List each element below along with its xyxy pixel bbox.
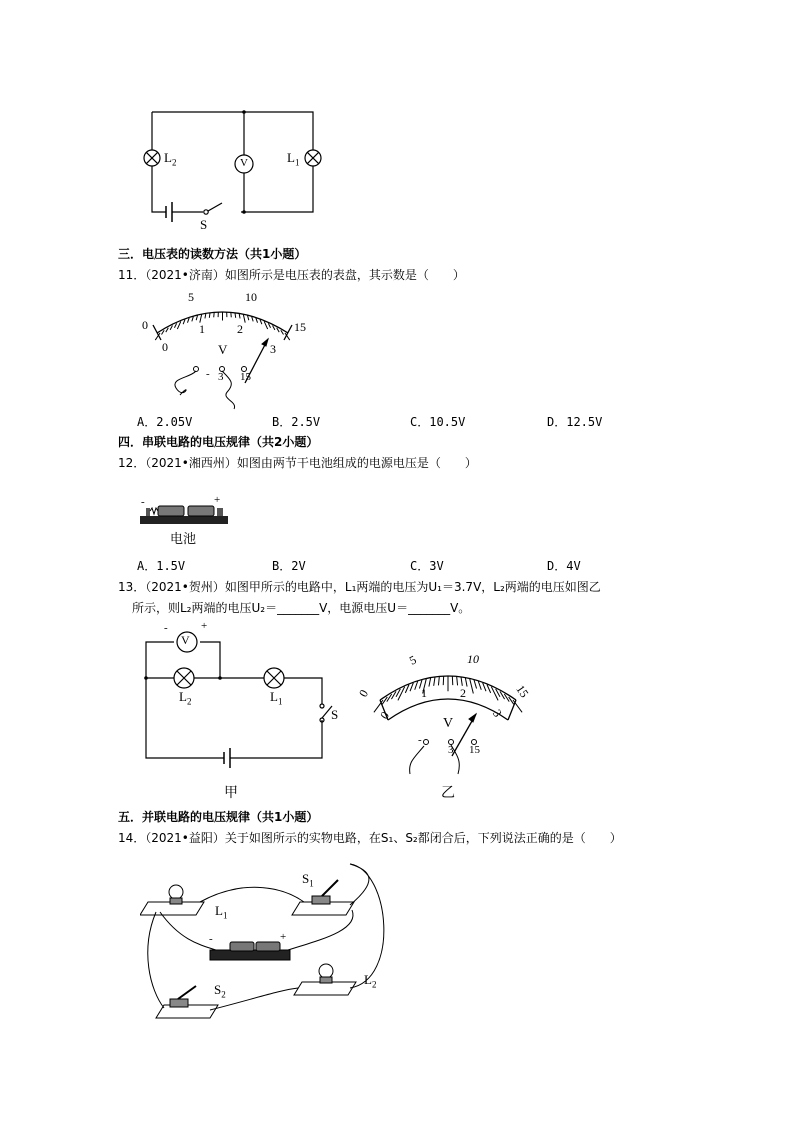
- battery-minus: -: [141, 496, 145, 508]
- q11-option-a[interactable]: A．2.05V: [137, 415, 193, 429]
- dial2-top-5: 5: [407, 652, 419, 668]
- dial-tick: [196, 315, 197, 320]
- dial-tick: [483, 683, 486, 691]
- dial1-v-label: V: [218, 342, 228, 357]
- figure-b-caption: 乙: [441, 785, 455, 801]
- q13-lamp-l1-label: $L_1$: [270, 689, 283, 707]
- dial-tick: [415, 681, 418, 690]
- section-3-title: 三．电压表的读数方法（共1小题）: [118, 247, 307, 261]
- dial1-bottom-3: 3: [270, 342, 276, 356]
- q13-voltmeter-plus: +: [201, 620, 208, 632]
- q12-option-a[interactable]: A．1.5V: [137, 559, 186, 573]
- switch-label: S: [200, 217, 208, 232]
- dial-tick: [183, 320, 185, 325]
- dial-tick: [281, 330, 284, 334]
- dial-tick: [248, 315, 249, 320]
- physical-circuit-q14: [140, 860, 400, 1025]
- dial-tick: [243, 314, 245, 322]
- section-4-title: 四．串联电路的电压规律（共2小题）: [118, 435, 319, 449]
- dial2-term-15: 15: [469, 744, 480, 756]
- dial-tick: [205, 313, 206, 318]
- dial-tick: [410, 683, 413, 691]
- dial-tick: [166, 328, 169, 332]
- dial2-top-10: 10: [467, 652, 479, 666]
- q13-voltmeter-minus: -: [164, 622, 168, 634]
- figure-a-caption: 甲: [224, 785, 238, 801]
- dial1-top-10: 10: [245, 290, 257, 304]
- dial-tick: [273, 325, 275, 329]
- dial-tick: [268, 323, 270, 327]
- voltmeter-label: V: [240, 157, 248, 169]
- lamp-l1-label: $L_1$: [287, 150, 300, 168]
- q14-battery-minus: -: [209, 933, 213, 945]
- dial1-term-3: 3: [218, 371, 224, 383]
- dial-tick: [260, 320, 262, 325]
- q13-switch-label: S: [331, 707, 339, 722]
- dial-tick: [252, 317, 253, 322]
- section-5-title: 五．并联电路的电压规律（共1小题）: [118, 810, 319, 824]
- q11-option-b[interactable]: B．2.5V: [272, 415, 321, 429]
- dial2-v-label: V: [443, 716, 454, 731]
- dial-tick: [461, 677, 462, 686]
- q14-s1-label: $S_1$: [302, 871, 314, 889]
- q11-option-c[interactable]: C．10.5V: [410, 415, 466, 429]
- dial-tick: [187, 318, 189, 323]
- dial2-term-minus: -: [418, 734, 422, 746]
- question-12-stem: 12．（2021•湘西州）如图由两节干电池组成的电源电压是（ ）: [118, 456, 477, 470]
- dial-tick: [192, 317, 193, 322]
- dial1-bottom-0: 0: [162, 340, 168, 354]
- dial-tick: [277, 328, 280, 332]
- dial2-top-0: 0: [356, 687, 372, 700]
- dial1-top-5: 5: [188, 290, 194, 304]
- dial-tick: [170, 325, 172, 329]
- q13-lamp-l2-label: $L_2$: [179, 689, 192, 707]
- dial-tick: [256, 318, 258, 323]
- question-11-stem: 11．（2021•济南）如图所示是电压表的表盘，其示数是（ ）: [118, 268, 465, 282]
- dial2-bottom-0: 0: [377, 708, 393, 722]
- dial-tick: [438, 676, 439, 685]
- q14-l2-label: $L_2$: [364, 972, 377, 990]
- dial-tick: [470, 679, 474, 694]
- question-13-line1: 13．（2021•贺州）如图甲所示的电路中，L₁两端的电压为U₁＝3.7V，L₂两端的电压如图乙: [118, 580, 601, 594]
- lamp-l2-label: $L_2$: [164, 150, 177, 168]
- dial-tick: [174, 323, 176, 327]
- dial1-bottom-1: 1: [199, 322, 205, 336]
- q13-voltmeter-label: V: [181, 633, 190, 647]
- q12-option-d[interactable]: D．4V: [547, 559, 581, 573]
- dial-tick: [474, 680, 477, 689]
- dial2-term-3: 3: [448, 744, 454, 756]
- dial1-top-0: 0: [142, 318, 148, 332]
- dial-tick: [429, 678, 431, 687]
- dial-tick: [235, 313, 236, 318]
- battery-plus: +: [214, 494, 221, 506]
- dial2-bottom-2: 2: [460, 686, 466, 700]
- circuit-figure-q10: [130, 100, 340, 235]
- dial-tick: [239, 313, 240, 318]
- q11-option-d[interactable]: D．12.5V: [547, 415, 603, 429]
- dial1-term-15: 15: [240, 371, 251, 383]
- dial1-bottom-2: 2: [237, 322, 243, 336]
- dial2-top-15: 15: [513, 682, 532, 701]
- dial-tick: [177, 321, 180, 329]
- question-13-line2: 所示，则L₂两端的电压U₂＝_______V，电源电压U＝_______V。: [132, 601, 471, 615]
- q14-l1-label: $L_1$: [215, 903, 228, 921]
- dial2-bottom-3: 3: [489, 706, 505, 720]
- dial-tick: [513, 700, 522, 712]
- q14-s2-label: $S_2$: [214, 982, 226, 1000]
- dial-tick: [162, 330, 165, 334]
- dial1-top-15: 15: [294, 320, 306, 334]
- dial2-bottom-1: 1: [421, 686, 427, 700]
- q14-battery-plus: +: [280, 931, 287, 943]
- question-14-stem: 14．（2021•益阳）关于如图所示的实物电路，在S₁、S₂都闭合后，下列说法正确的是（ ）: [118, 831, 622, 845]
- battery-caption: 电池: [170, 532, 197, 547]
- q12-option-b[interactable]: B．2V: [272, 559, 306, 573]
- dial-tick: [209, 313, 210, 318]
- dial-tick: [434, 677, 435, 686]
- q12-option-c[interactable]: C．3V: [410, 559, 444, 573]
- dial-tick: [457, 676, 458, 685]
- circuit-figure-q13a: [140, 618, 340, 768]
- dial-tick: [478, 681, 481, 690]
- dial1-term-minus: -: [206, 368, 210, 380]
